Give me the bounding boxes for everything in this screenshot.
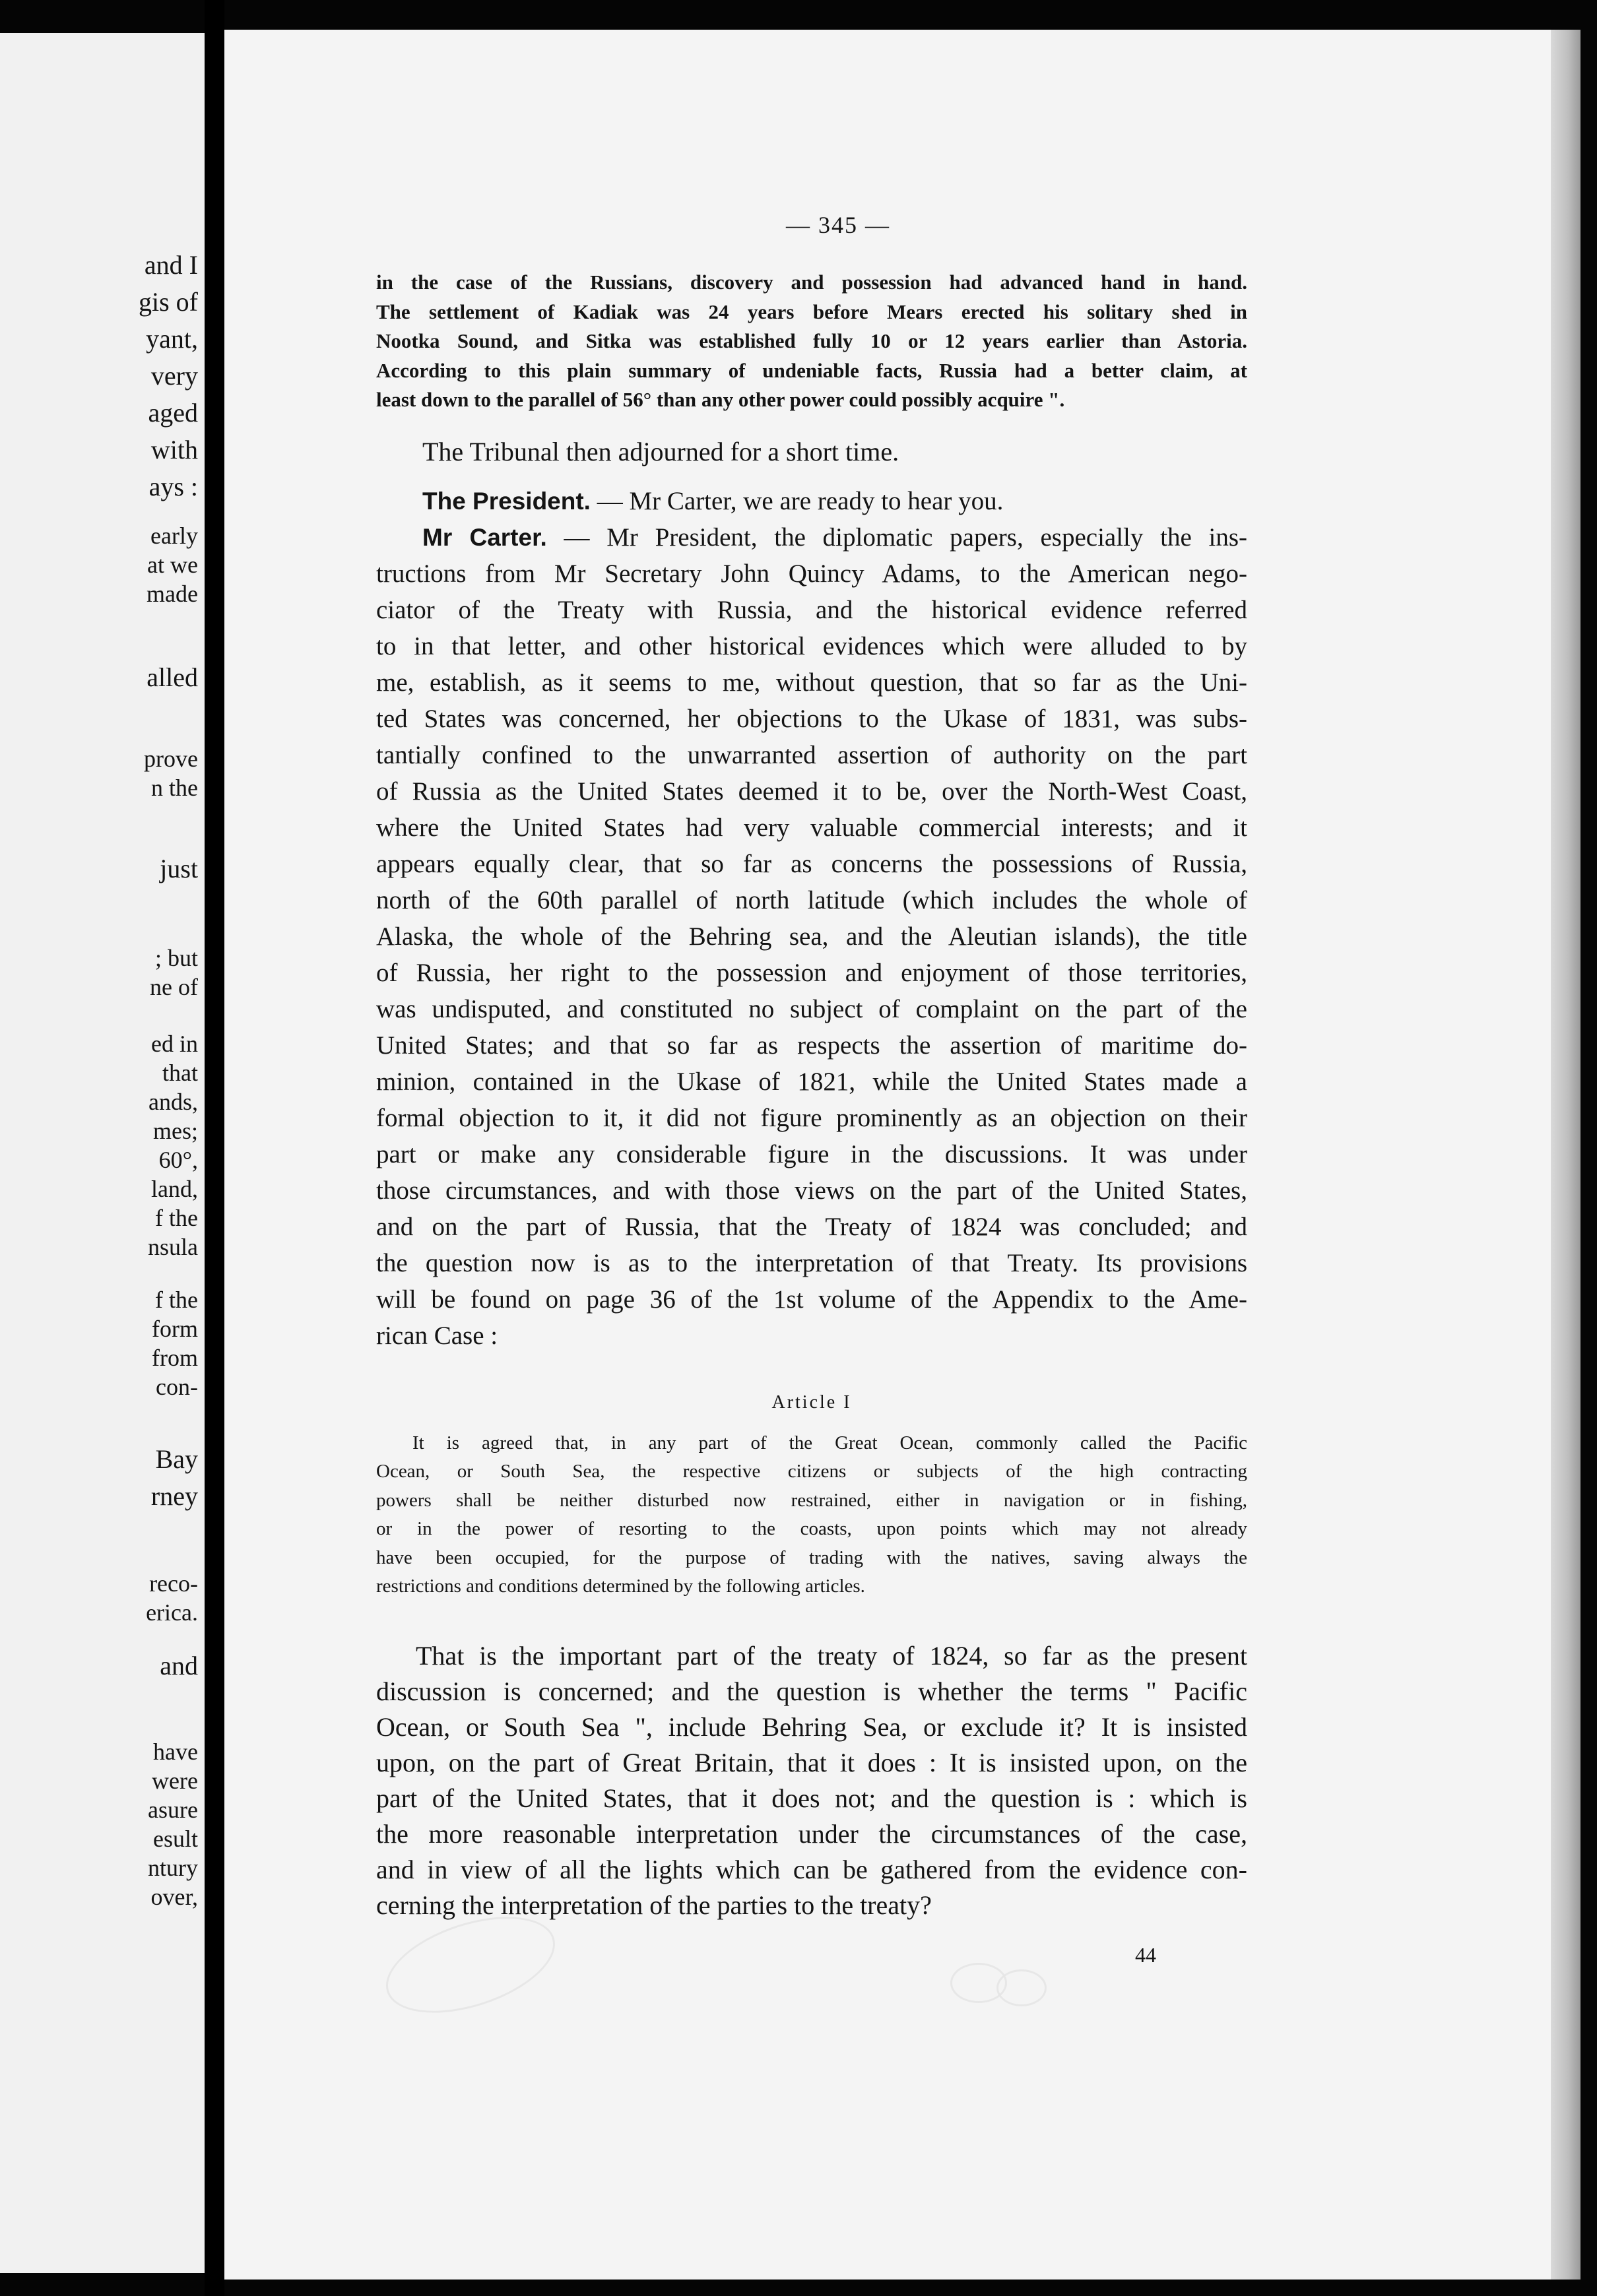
text-line: of Russia, her right to the possession and enjoyment of those territories, bbox=[376, 958, 1247, 987]
facing-page-fragment: early bbox=[150, 523, 198, 549]
text-line: upon, on the part of Great Britain, that it does : It is insisted upon, on the bbox=[376, 1747, 1247, 1777]
facing-page-fragment: erica. bbox=[146, 1599, 198, 1626]
treaty-article-text bbox=[376, 1429, 1247, 1601]
facing-page-fragment: ays : bbox=[148, 472, 198, 501]
page-content bbox=[376, 211, 1247, 1923]
text-line: the question now is as to the interpretation of that Treaty. Its provisions bbox=[376, 1248, 1247, 1277]
facing-page-fragment: n the bbox=[151, 775, 198, 801]
facing-page-fragment: have bbox=[153, 1738, 198, 1765]
facing-page-fragment: reco- bbox=[149, 1570, 198, 1597]
speaker-label: The President. bbox=[422, 487, 591, 515]
argument-text: — Mr President, the diplomatic papers, especially the ins- bbox=[546, 523, 1248, 552]
facing-page-fragment: asure bbox=[148, 1797, 198, 1823]
facing-page-fragment: and I bbox=[144, 250, 198, 280]
text-line: to in that letter, and other historical evidences which were alluded to by bbox=[376, 631, 1247, 660]
text-line: part of the United States, that it does not; and the question is : which is bbox=[376, 1783, 1247, 1813]
closing-paragraph bbox=[376, 1638, 1247, 1923]
facing-page-fragment: prove bbox=[144, 746, 198, 772]
text-line: Alaska, the whole of the Behring sea, and the Aleutian islands), the title bbox=[376, 922, 1247, 951]
facing-page-fragment: at we bbox=[147, 552, 198, 578]
book-gutter bbox=[205, 0, 224, 2296]
text-line: minion, contained in the Ukase of 1821, while the United States made a bbox=[376, 1067, 1247, 1096]
text-line: will be found on page 36 of the 1st volume of the Appendix to the Ame- bbox=[376, 1285, 1247, 1314]
text-line: restrictions and conditions determined by the following articles. bbox=[376, 1576, 865, 1597]
facing-page-fragment: f the bbox=[155, 1287, 198, 1313]
facing-page-fragment: land, bbox=[151, 1176, 198, 1202]
facing-page-fragment: alled bbox=[147, 662, 198, 692]
text-line: of Russia as the United States deemed it to be, over the North-West Coast, bbox=[376, 777, 1247, 806]
page-edge bbox=[1551, 30, 1581, 2280]
text-line: ciator of the Treaty with Russia, and the historical evidence referred bbox=[376, 595, 1247, 624]
facing-page-fragment: were bbox=[152, 1768, 198, 1794]
adjournment-note: The Tribunal then adjourned for a short time. bbox=[422, 436, 899, 466]
facing-page-fragment: from bbox=[152, 1345, 198, 1371]
article-heading: Article I bbox=[771, 1391, 852, 1413]
facing-page-fragment: con- bbox=[156, 1374, 198, 1400]
text-line: tructions from Mr Secretary John Quincy Adams, to the American nego- bbox=[376, 559, 1247, 588]
facing-page-fragment: Bay bbox=[155, 1444, 198, 1474]
facing-page-fragment: and bbox=[160, 1651, 198, 1680]
signature-mark: 44 bbox=[1135, 1943, 1156, 1967]
facing-page-fragment: over, bbox=[150, 1884, 198, 1910]
facing-page-fragment: ed in bbox=[151, 1031, 198, 1057]
text-line: cerning the interpretation of the parties to the treaty? bbox=[376, 1890, 932, 1920]
facing-page-fragment: yant, bbox=[146, 324, 198, 354]
facing-page-fragment: very bbox=[150, 361, 198, 391]
text-line: Ocean, or South Sea ", include Behring Sea, or exclude it? It is insisted bbox=[376, 1711, 1247, 1742]
text-line: tantially confined to the unwarranted assertion of authority on the part bbox=[376, 740, 1247, 769]
president-remark bbox=[376, 483, 1247, 519]
facing-page-fragment: mes; bbox=[153, 1118, 198, 1144]
text-line: was undisputed, and constituted no subject of complaint on the part of the bbox=[376, 994, 1247, 1023]
facing-page-fragment: 60°, bbox=[158, 1147, 198, 1173]
facing-page-fragment: nsula bbox=[148, 1234, 198, 1260]
text-line: me, establish, as it seems to me, without question, that so far as the Uni- bbox=[376, 668, 1247, 697]
text-line: rican Case : bbox=[376, 1321, 498, 1350]
facing-page-fragment: esult bbox=[153, 1826, 198, 1852]
argument-lines bbox=[376, 556, 1247, 1354]
facing-page-fragment: aged bbox=[148, 398, 198, 428]
text-line: Nootka Sound, and Sitka was established fully 10 or 12 years earlier than Astoria. bbox=[376, 329, 1247, 352]
text-line: part or make any considerable figure in the discussions. It was under bbox=[376, 1139, 1247, 1168]
facing-page-fragment: f the bbox=[155, 1205, 198, 1231]
text-line: north of the 60th parallel of north latitude (which includes the whole of bbox=[376, 885, 1247, 914]
facing-page-fragment: ntury bbox=[148, 1855, 198, 1881]
text-line: appears equally clear, that so far as concerns the possessions of Russia, bbox=[376, 849, 1247, 878]
facing-page-fragment: gis of bbox=[139, 287, 198, 317]
text-line: According to this plain summary of undeniable facts, Russia had a better claim, at bbox=[376, 358, 1247, 382]
text-line: powers shall be neither disturbed now restrained, either in navigation or in fishing, bbox=[376, 1489, 1247, 1511]
carter-first-line bbox=[376, 519, 1247, 556]
facing-page-fragment: just bbox=[160, 854, 198, 883]
text-line: or in the power of resorting to the coasts, upon points which may not already bbox=[376, 1518, 1247, 1539]
facing-page-fragment: form bbox=[152, 1316, 198, 1342]
page-number: — 345 — bbox=[786, 212, 890, 238]
text-line: The settlement of Kadiak was 24 years before Mears erected his solitary shed in bbox=[376, 300, 1247, 323]
text-line: It is agreed that, in any part of the Great Ocean, commonly called the Pacific bbox=[412, 1432, 1247, 1453]
facing-page-fragment: ne of bbox=[150, 974, 198, 1000]
text-line: That is the important part of the treaty of 1824, so far as the present bbox=[416, 1640, 1247, 1671]
text-line: and on the part of Russia, that the Treaty of 1824 was concluded; and bbox=[376, 1212, 1247, 1241]
text-line: where the United States had very valuable commercial interests; and it bbox=[376, 813, 1247, 842]
facing-page-fragment: rney bbox=[150, 1481, 198, 1511]
speaker-label: Mr Carter. bbox=[422, 523, 547, 551]
remark-text: — Mr Carter, we are ready to hear you. bbox=[590, 486, 1004, 515]
text-line: in the case of the Russians, discovery and possession had advanced hand in hand. bbox=[376, 271, 1247, 294]
text-line: Ocean, or South Sea, the respective citizens or subjects of the high contracting bbox=[376, 1461, 1247, 1482]
text-line: have been occupied, for the purpose of trading with the natives, saving always the bbox=[376, 1547, 1247, 1568]
facing-page-fragment: ands, bbox=[148, 1089, 198, 1115]
carter-argument bbox=[376, 519, 1247, 1354]
facing-page-fragment: made bbox=[147, 581, 198, 607]
facing-page-fragment: that bbox=[162, 1060, 198, 1086]
text-line: formal objection to it, it did not figure prominently as an objection on their bbox=[376, 1103, 1247, 1132]
text-line: those circumstances, and with those views on the part of the United States, bbox=[376, 1176, 1247, 1205]
text-line: and in view of all the lights which can be gathered from the evidence con- bbox=[376, 1854, 1247, 1884]
text-line: least down to the parallel of 56° than any other power could possibly acquire ". bbox=[376, 388, 1065, 411]
text-line: the more reasonable interpretation under the circumstances of the case, bbox=[376, 1818, 1247, 1849]
paper-smudge bbox=[996, 1969, 1047, 2006]
facing-page-fragment: ; but bbox=[154, 945, 198, 971]
facing-page-fragment: with bbox=[150, 435, 198, 464]
text-line: ted States was concerned, her objections to the Ukase of 1831, was subs- bbox=[376, 704, 1247, 733]
text-line: discussion is concerned; and the question is whether the terms " Pacific bbox=[376, 1676, 1247, 1706]
facing-page bbox=[0, 33, 205, 2273]
quoted-passage bbox=[376, 268, 1247, 415]
text-line: United States; and that so far as respects the assertion of maritime do- bbox=[376, 1031, 1247, 1060]
